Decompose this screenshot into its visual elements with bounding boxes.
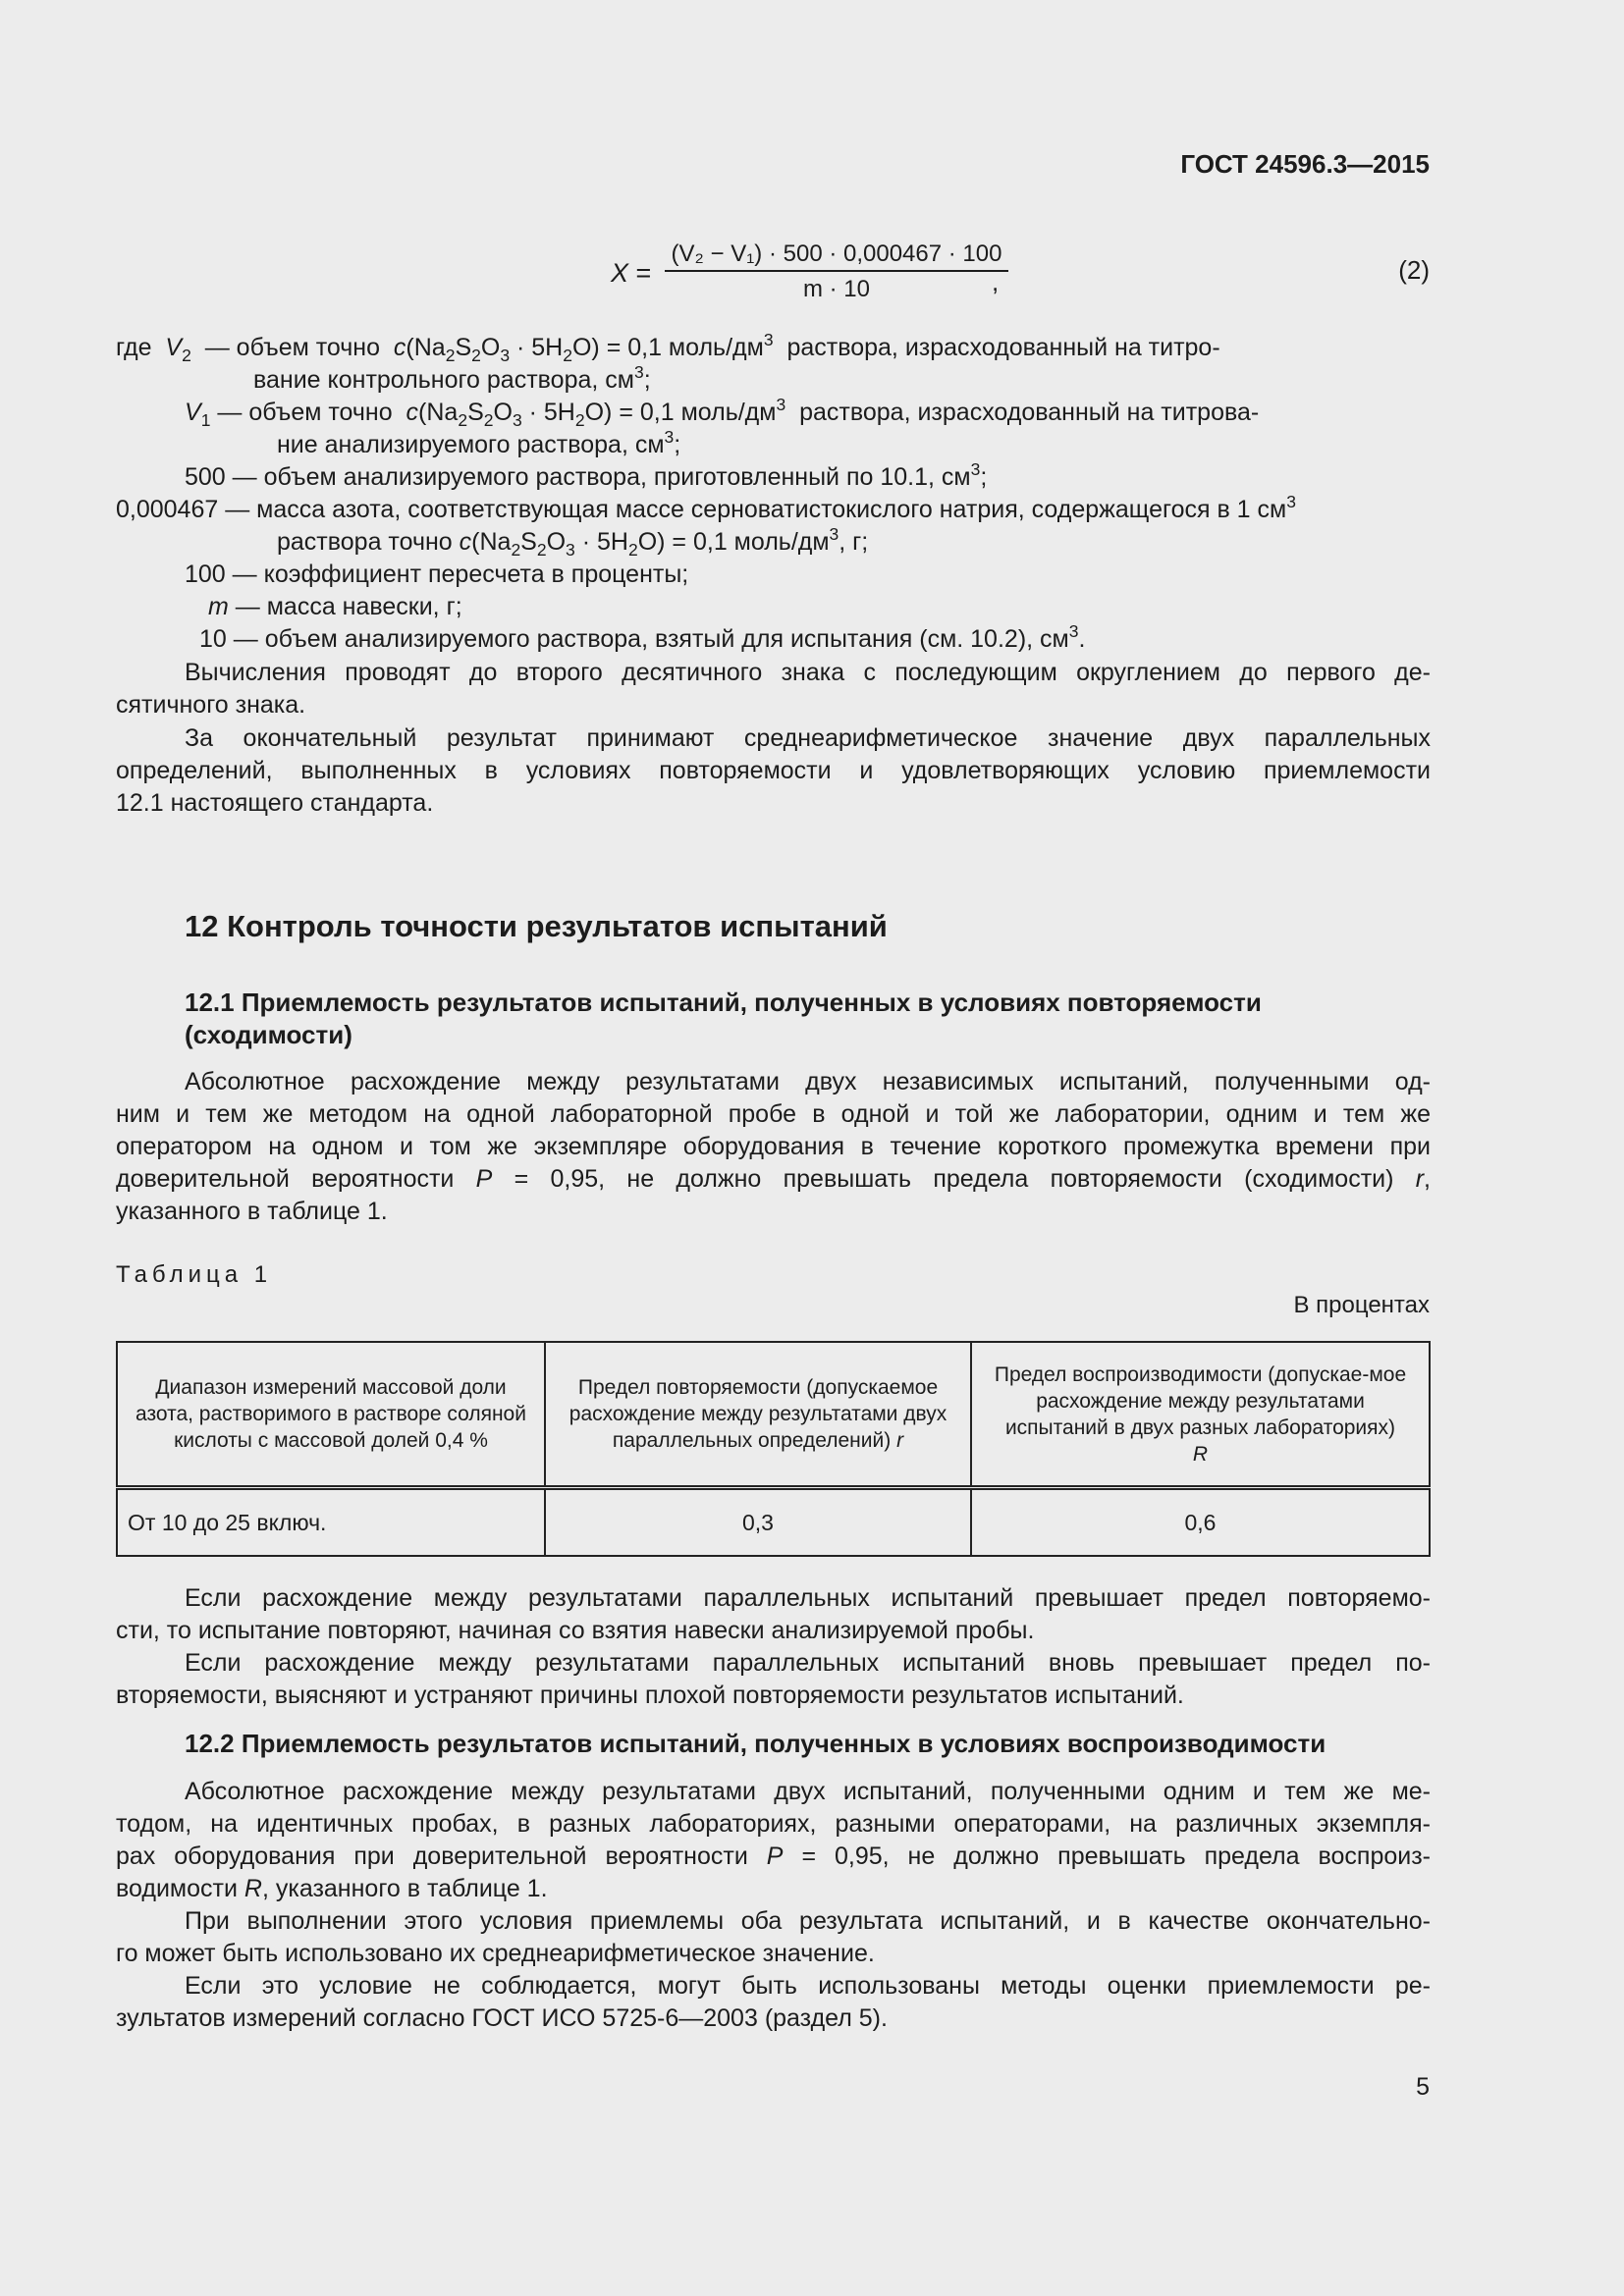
subsection-12-2-heading: 12.2 Приемлемость результатов испытаний, полученных в условиях воспроизводимости [185, 1729, 1326, 1758]
paragraph-12-2-line2: тодом, на идентичных пробах, в разных лабораториях, разными операторами, на различных экземпля- [116, 1810, 1431, 1838]
definition-100: 100 — коэффициент пересчета в проценты; [185, 561, 689, 588]
table-header-row [117, 1342, 1430, 1488]
subsection-12-1-heading-line1: 12.1 Приемлемость результатов испытаний, полученных в условиях повторяемости [185, 988, 1262, 1017]
table-header-cell: Диапазон измерений массовой доли азота, растворимого в растворе соляной кислоты с массовой долей 0,4 % [117, 1342, 545, 1488]
paragraph-final-result-line3: 12.1 настоящего стандарта. [116, 789, 434, 817]
definition-500: 500 — объем анализируемого раствора, приготовленный по 10.1, $см^3$; [185, 459, 988, 491]
paragraph-12-2-line8: зультатов измерений согласно ГОСТ ИСО 5725-6—2003 (раздел 5). [116, 2004, 888, 2032]
table-header-cell: Предел повторяемости (допускаемое расхождение между результатами двух параллельных определений) r [545, 1342, 971, 1488]
paragraph-after-table-line4: вторяемости, выясняют и устраняют причины плохой повторяемости результатов испытаний. [116, 1682, 1184, 1709]
table-1-unit: В процентах [1293, 1292, 1430, 1318]
table-1-caption: Таблица 1 [116, 1261, 273, 1288]
definition-v1-line2: ние анализируемого раствора, $см^3$; [277, 427, 681, 458]
definition-v2-line2: вание контрольного раствора, $см^3$; [253, 362, 651, 394]
formula-trailing-comma: , [992, 267, 1000, 296]
paragraph-12-1-line2: ним и тем же методом на одной лабораторной пробе в одной и той же лаборатории, одним и тем же [116, 1100, 1431, 1128]
table-cell: 0,3 [545, 1488, 971, 1557]
definition-v2-line1: где $V_2$ — объем точно $c(Na_2S_2O_3 \cdot 5H_2O) = 0,1$ моль/$дм^3$ раствора, израсходованный на титро- [116, 330, 1220, 365]
definition-0000467-line1: 0,000467 — масса азота, соответствующая массе серноватистокислого натрия, содержащегося в 1 $см^3$ [116, 492, 1296, 523]
paragraph-12-1-line1: Абсолютное расхождение между результатами двух независимых испытаний, полученными од- [185, 1068, 1431, 1095]
paragraph-final-result-line1: За окончательный результат принимают среднеарифметическое значение двух параллельных [185, 724, 1431, 752]
paragraph-12-2-line4: водимости R, указанного в таблице 1. [116, 1875, 548, 1902]
paragraph-12-1-line5: указанного в таблице 1. [116, 1198, 388, 1225]
paragraph-after-table-line2: сти, то испытание повторяют, начиная со взятия навески анализируемой пробы. [116, 1617, 1035, 1644]
formula-numerator: (V₂ − V₁) · 500 · 0,000467 · 100 [671, 240, 1002, 267]
definition-10: 10 — объем анализируемого раствора, взятый для испытания (см. 10.2), $см^3$. [199, 621, 1086, 653]
paragraph-12-2-line7: Если это условие не соблюдается, могут быть использованы методы оценки приемлемости ре- [185, 1972, 1431, 2000]
formula-denominator: m · 10 [802, 276, 870, 302]
paragraph-rounding-line1: Вычисления проводят до второго десятичного знака с последующим округлением до первого де- [185, 659, 1431, 686]
paragraph-12-1-line3: оператором на одном и том же экземпляре оборудования в течение короткого промежутка времени при [116, 1133, 1431, 1160]
paragraph-12-2-line1: Абсолютное расхождение между результатами двух испытаний, полученными одним и тем же ме- [185, 1778, 1431, 1805]
definition-v1-line1: $V_1$ — объем точно $c(Na_2S_2O_3 \cdot 5H_2O) = 0,1$ моль/$дм^3$ раствора, израсходованный на титрова- [185, 395, 1260, 430]
formula-lhs: X = [611, 258, 652, 288]
table-cell: От 10 до 25 включ. [117, 1488, 545, 1557]
document-code-header: ГОСТ 24596.3—2015 [1180, 149, 1430, 179]
table-header-cell: Предел воспроизводимости (допускае-мое расхождение между результатами испытаний в двух разных лабораториях) R [971, 1342, 1430, 1488]
paragraph-12-2-line3: рах оборудования при доверительной вероятности P = 0,95, не должно превышать предела воспроиз- [116, 1842, 1432, 1870]
paragraph-12-1-line4: доверительной вероятности P = 0,95, не должно превышать предела повторяемости (сходимости) r, [116, 1165, 1431, 1193]
subsection-12-1-heading-line2: (сходимости) [185, 1020, 352, 1049]
paragraph-after-table-line1: Если расхождение между результатами параллельных испытаний превышает предел повторяемо- [185, 1584, 1431, 1612]
paragraph-rounding-line2: сятичного знака. [116, 691, 306, 719]
definition-m: m — масса навески, г; [208, 593, 462, 620]
definition-0000467-line2: раствора точно $c(Na_2S_2O_3 \cdot 5H_2O) = 0,1$ моль/$дм^3$, г; [277, 524, 869, 560]
paragraph-final-result-line2: определений, выполненных в условиях повторяемости и удовлетворяющих условию приемлемости [116, 757, 1431, 784]
table-cell: 0,6 [971, 1488, 1430, 1557]
section-12-heading: 12 Контроль точности результатов испытаний [185, 909, 888, 943]
paragraph-after-table-line3: Если расхождение между результатами параллельных испытаний вновь превышает предел по- [185, 1649, 1431, 1677]
table-row [117, 1488, 1430, 1557]
fraction-bar [665, 270, 1008, 272]
formula-fraction [665, 240, 1008, 303]
table-1 [116, 1341, 1431, 1557]
formula-number: (2) [1398, 255, 1430, 285]
paragraph-12-2-line6: го может быть использовано их среднеарифметическое значение. [116, 1940, 875, 1967]
paragraph-12-2-line5: При выполнении этого условия приемлемы оба результата испытаний, и в качестве окончательно- [185, 1907, 1431, 1935]
page-number: 5 [1416, 2073, 1430, 2101]
